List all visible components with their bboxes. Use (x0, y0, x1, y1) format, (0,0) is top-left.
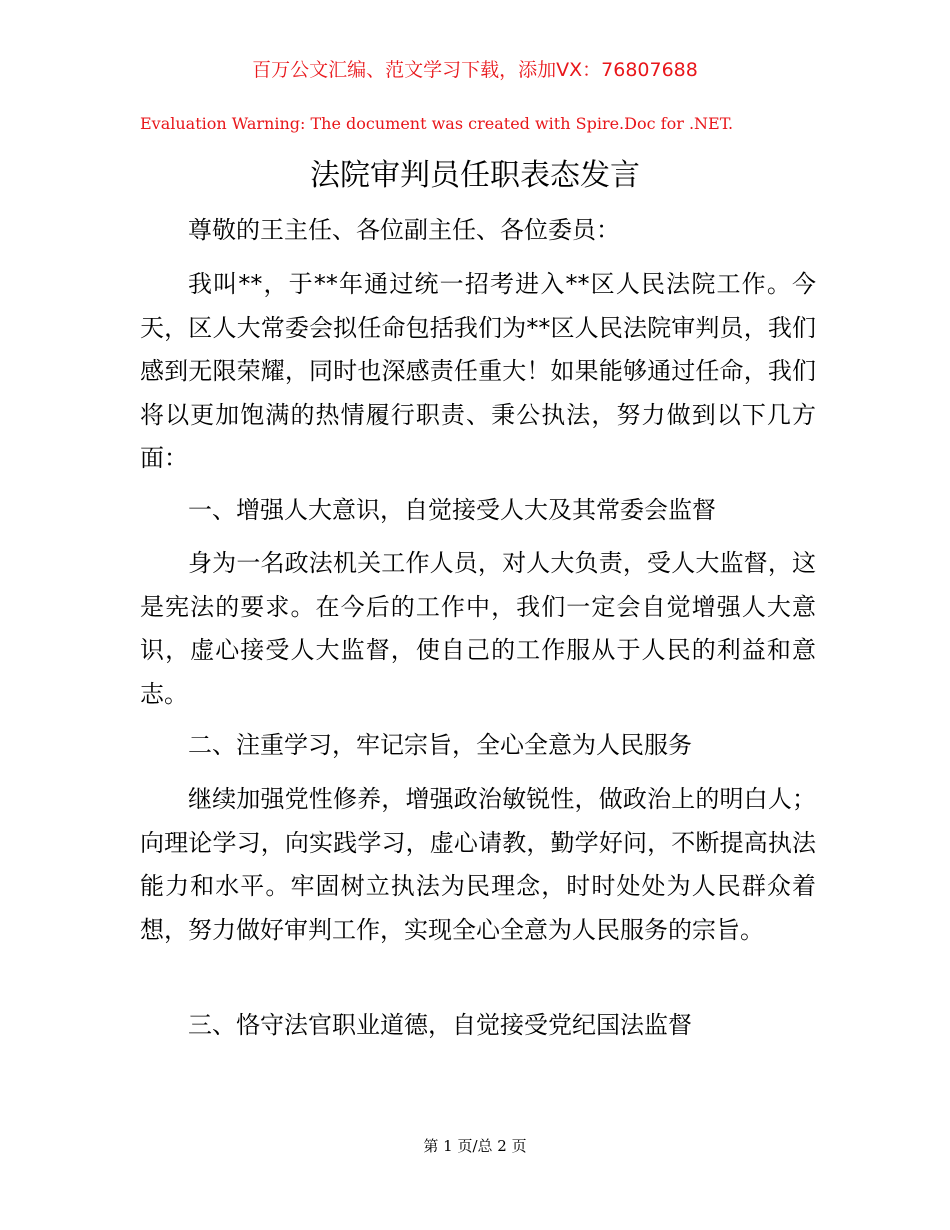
header-banner: 百万公文汇编、范文学习下载，添加VX：76807688 (252, 59, 698, 81)
page-indicator: 第 1 页/总 2 页 (423, 1137, 527, 1155)
section-body: 继续加强党性修养，增强政治敏锐性，做政治上的明白人；向理论学习，向实践学习，虚心请教，勤学好问，不断提高执法能力和水平。牢固树立执法为民理念，时时处处为人民群众着想，努力做好审判工作，实现全心全意为人民服务的宗旨。 (140, 785, 816, 944)
intro-paragraph: 我叫**，于**年通过统一招考进入**区人民法院工作。今天，区人大常委会拟任命包括我们为**区人民法院审判员，我们感到无限荣耀，同时也深感责任重大！如果能够通过任命，我们将以更加饱满的热情履行职责、秉公执法，努力做到以下几方面： (140, 270, 816, 472)
section-heading: 二、注重学习，牢记宗旨，全心全意为人民服务 (188, 731, 692, 759)
document-title: 法院审判员任职表态发言 (310, 158, 640, 193)
section-2-heading-block (140, 724, 816, 768)
section-2-body-block (140, 778, 816, 952)
evaluation-warning: Evaluation Warning: The document was created with Spire.Doc for .NET. (140, 114, 734, 133)
section-body: 身为一名政法机关工作人员，对人大负责，受人大监督，这是宪法的要求。在今后的工作中，我们一定会自觉增强人大意识，虚心接受人大监督，使自己的工作服从于人民的利益和意志。 (140, 549, 816, 708)
greeting: 尊敬的王主任、各位副主任、各位委员： (188, 216, 620, 244)
greeting-block (140, 209, 816, 253)
section-1-body-block (140, 542, 816, 716)
section-1-heading-block (140, 489, 816, 533)
section-3-heading-block (140, 1004, 816, 1048)
section-heading: 三、恪守法官职业道德，自觉接受党纪国法监督 (188, 1011, 692, 1039)
intro-block (140, 263, 816, 481)
section-heading: 一、增强人大意识，自觉接受人大及其常委会监督 (188, 496, 716, 524)
